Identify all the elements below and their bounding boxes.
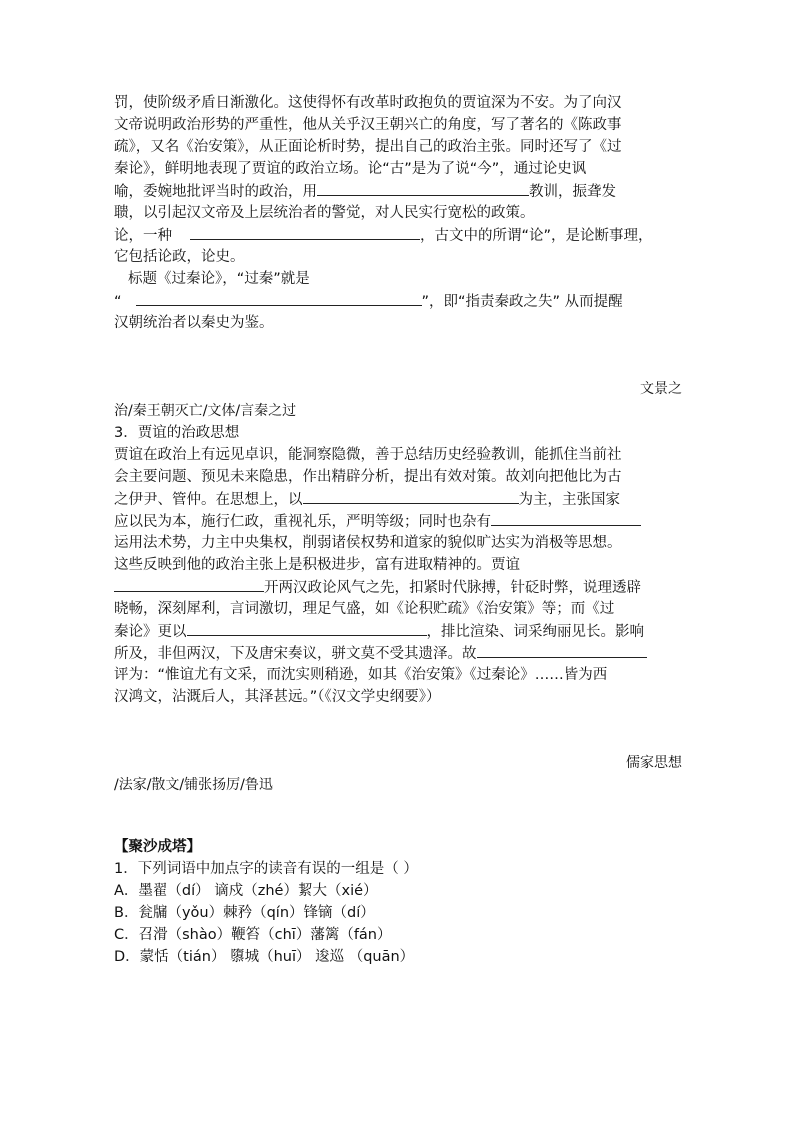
practice-section — [114, 836, 682, 968]
paragraph-line — [114, 290, 682, 312]
fill-blank-7[interactable] — [187, 620, 427, 636]
section-title: 3．贾谊的治政思想 — [114, 425, 240, 441]
paragraph-line: 这些反映到他的政治主张上是积极进步，富有进取精神的。贾谊 — [114, 557, 520, 573]
option-a[interactable]: A．墨翟（dí） 谪戍（zhé）絜大（xié） — [114, 883, 378, 899]
fill-blank-4[interactable] — [303, 488, 519, 504]
option-b[interactable]: B．瓮牖（yǒu）棘矜（qín）锋镝（dí） — [114, 905, 375, 921]
paragraph-line: 聩，以引起汉文帝及上层统治者的警觉，对人民实行宽松的政策。 — [114, 205, 535, 221]
paragraph-line — [114, 620, 682, 642]
paragraph-line: 它包括论政，论史。 — [114, 249, 245, 265]
paragraph-line: 贾谊在政治上有远见卓识，能洞察隐微，善于总结历史经验教训，能抓住当前社 — [114, 447, 622, 463]
fill-blank-2[interactable] — [190, 224, 420, 240]
paragraph-line — [114, 488, 682, 510]
paragraph-line — [114, 510, 682, 532]
fill-blank-8[interactable] — [477, 642, 647, 658]
paragraph-line: 罚，使阶级矛盾日渐激化。这使得怀有改革时政抱负的贾谊深为不安。为了向汉 — [114, 95, 622, 111]
paragraph-line: 汉鸿文，沾溉后人，其泽甚远。”（《汉文学史纲要》） — [114, 689, 441, 705]
paragraph-line — [114, 180, 682, 202]
option-c[interactable]: C．召滑（shào）鞭笞（chī）藩篱（fán） — [114, 927, 392, 943]
text-segment: 所及，非但两汉，下及唐宋奏议，骈文莫不受其遗泽。故 — [114, 646, 477, 662]
paragraph-line: 评为：“惟谊尤有文采，而沈实则稍逊，如其《治安策》《过秦论》……皆为西 — [114, 667, 608, 683]
answer-key: 治/秦王朝灭亡/文体/言秦之过 — [114, 403, 297, 419]
paragraph-line: 汉朝统治者以秦史为鉴。 — [114, 315, 274, 331]
text-segment: 应以民为本，施行仁政，重视礼乐，严明等级；同时也杂有 — [114, 514, 491, 530]
paragraph-line: 运用法术势，力主中央集权，削弱诸侯权势和道家的貌似旷达实为消极等思想。 — [114, 535, 622, 551]
answer-key: 文景之 — [640, 381, 682, 397]
paragraph-line: 秦论》，鲜明地表现了贾谊的政治立场。论“古”是为了说“今”，通过论史讽 — [114, 161, 587, 177]
section-jiayi-thought — [114, 422, 682, 796]
paragraph-line — [114, 576, 682, 598]
section-guoqinlun-background — [114, 92, 682, 422]
text-segment: 教训，振聋发 — [529, 184, 616, 200]
fill-blank-5[interactable] — [491, 510, 641, 526]
paragraph-line: 会主要问题、预见未来隐患，作出精辟分析，提出有效对策。故刘向把他比为古 — [114, 469, 622, 485]
text-segment: 为主，主张国家 — [518, 492, 620, 508]
fill-blank-6[interactable] — [114, 576, 264, 592]
question-text: 1．下列词语中加点字的读音有误的一组是（ ） — [114, 861, 418, 877]
paragraph-line: 疏》，又名《治安策》，从正面论析时势，提出自己的政治主张。同时还写了《过 — [114, 139, 622, 155]
paragraph-line: 晓畅，深刻犀利，言词激切，理足气盛，如《论积贮疏》《治安策》等；而《过 — [114, 601, 615, 617]
text-segment: 喻，委婉地批评当时的政治，用 — [114, 184, 317, 200]
fill-blank-3[interactable] — [136, 290, 422, 306]
text-segment: 之伊尹、管仲。在思想上，以 — [114, 492, 303, 508]
paragraph-line — [114, 224, 682, 246]
text-segment: 开两汉政论风气之先，扣紧时代脉搏，针砭时弊，说理透辟 — [264, 580, 641, 596]
document-page — [114, 92, 682, 968]
paragraph-line: 标题《过秦论》，“过秦”就是 — [128, 271, 310, 287]
text-segment: ”，即“指责秦政之失” 从而提醒 — [421, 294, 623, 310]
answer-key: 儒家思想 — [626, 755, 682, 771]
answer-key: /法家/散文/铺张扬厉/鲁迅 — [114, 777, 273, 793]
option-d[interactable]: D．蒙恬（tián） 隳城（huī） 逡巡 （quān） — [114, 949, 415, 965]
text-segment: ，古文中的所谓“论”，是论断事理， — [420, 228, 653, 244]
fill-blank-1[interactable] — [317, 180, 529, 196]
text-segment: “ — [114, 294, 122, 310]
text-segment: 论，一种 — [114, 228, 172, 244]
practice-header: 【聚沙成塔】 — [114, 839, 201, 855]
text-segment: 秦论》更以 — [114, 624, 187, 640]
paragraph-line — [114, 642, 682, 664]
text-segment: ，排比渲染、词采绚丽见长。影响 — [426, 624, 644, 640]
paragraph-line: 文帝说明政治形势的严重性，他从关乎汉王朝兴亡的角度，写了著名的《陈政事 — [114, 117, 622, 133]
